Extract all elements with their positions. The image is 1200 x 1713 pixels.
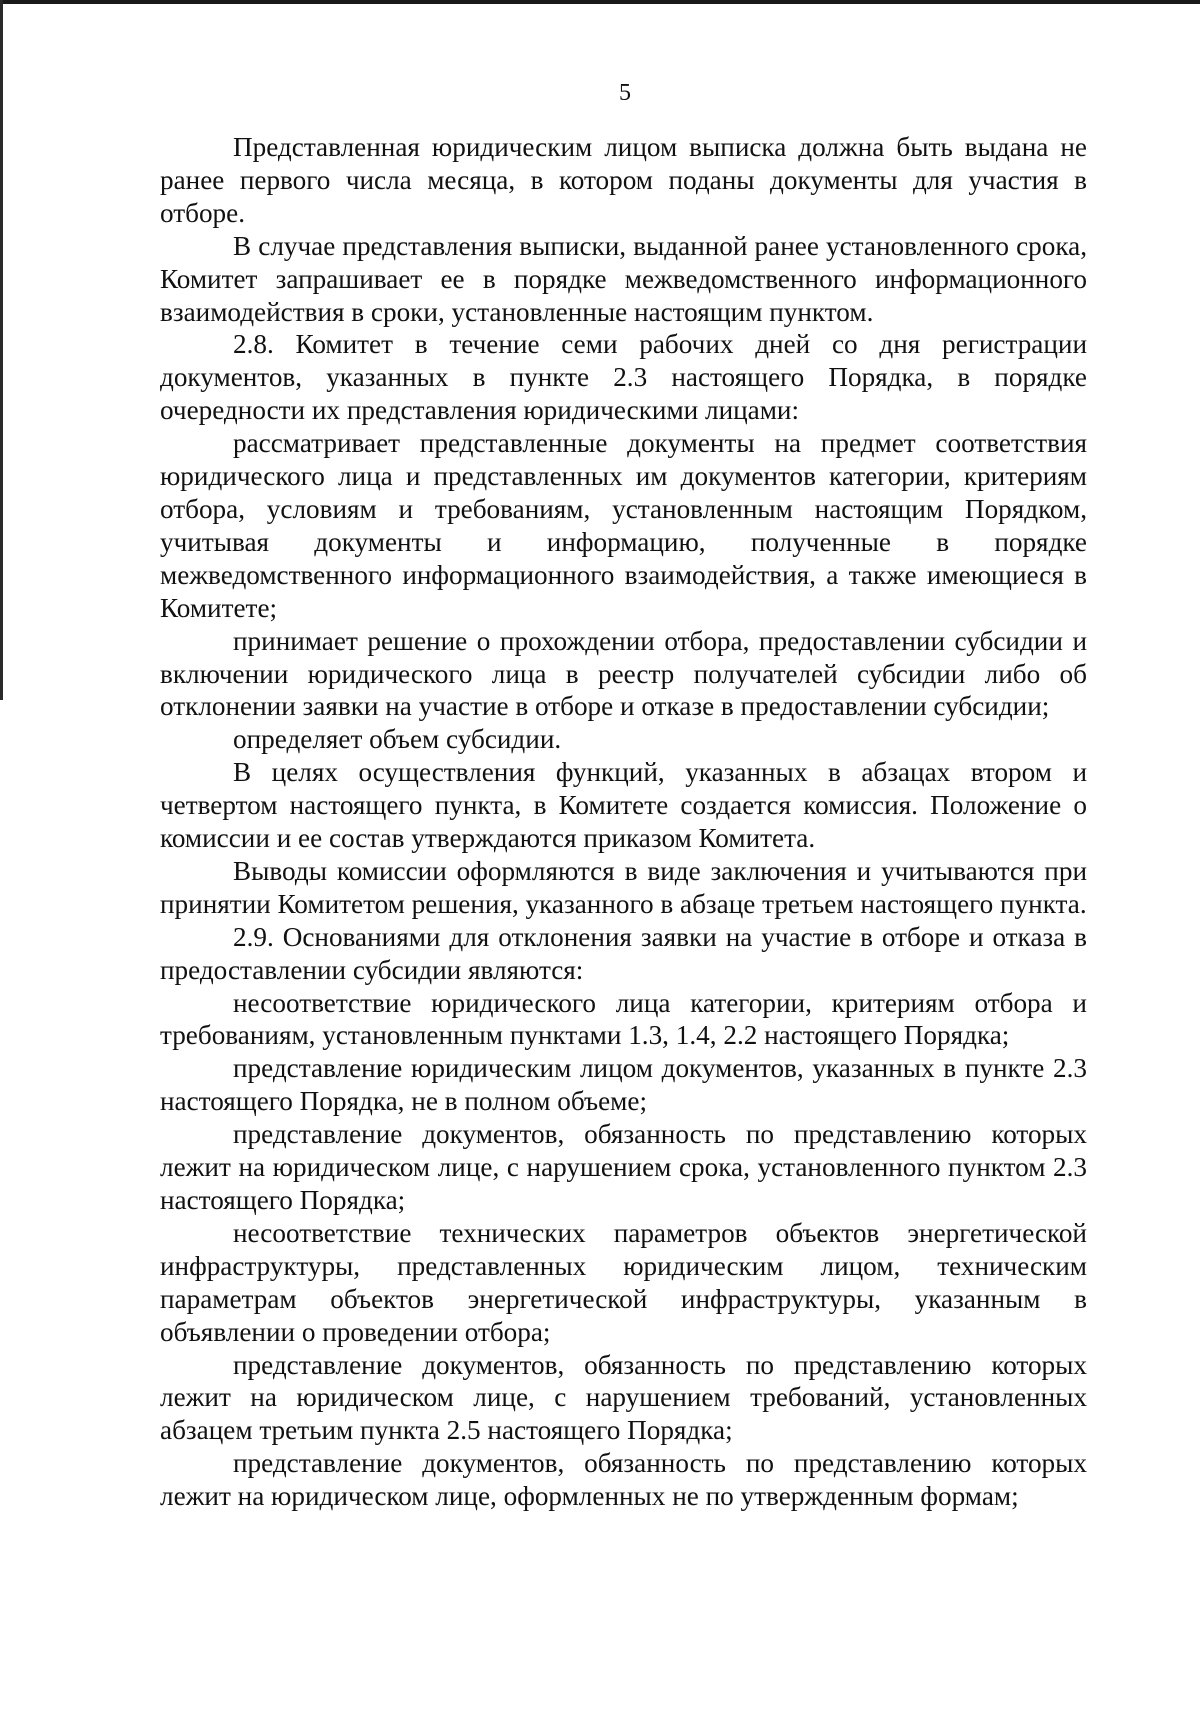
paragraph: несоответствие юридического лица категории, критериям отбора и требованиям, установленным пунктами 1.3, 1.4, 2.2 настоящего Порядка; [160,987,1087,1051]
paragraph: 2.9. Основаниями для отклонения заявки на участие в отборе и отказа в предоставлении субсидии являются: [160,921,1087,985]
paragraph: В целях осуществления функций, указанных в абзацах втором и четвертом настоящего пункта, в Комитете создается комиссия. Положение о комиссии и ее состав утверждаются приказом Комитета. [160,757,1087,854]
paragraph: представление документов, обязанность по представлению которых лежит на юридическом лице, оформленных не по утвержденным формам; [160,1448,1087,1512]
paragraph: представление документов, обязанность по представлению которых лежит на юридическом лице, с нарушением требований, установленных абзацем третьим пункта 2.5 настоящего Порядка; [160,1349,1087,1446]
paragraph: принимает решение о прохождении отбора, предоставлении субсидии и включении юридического лица в реестр получателей субсидии либо об отклонении заявки на участие в отборе и отказе в предоставлении субсидии; [160,625,1087,722]
page-number: 5 [619,80,631,106]
scan-edge-top [0,0,1200,4]
paragraph: 2.8. Комитет в течение семи рабочих дней со дня регистрации документов, указанных в пункте 2.3 настоящего Порядка, в порядке очередности их представления юридическими лицами: [160,329,1087,426]
paragraph: Представленная юридическим лицом выписка должна быть выдана не ранее первого числа месяца, в котором поданы документы для участия в отборе. [160,132,1087,228]
paragraph: представление документов, обязанность по представлению которых лежит на юридическом лице, с нарушением срока, установленного пунктом 2.3 настоящего Порядка; [160,1119,1087,1215]
paragraph: представление юридическим лицом документов, указанных в пункте 2.3 настоящего Порядка, не в полном объеме; [160,1053,1087,1117]
paragraph: несоответствие технических параметров объектов энергетической инфраструктуры, представленных юридическим лицом, техническим параметрам объектов энергетической инфраструктуры, указанным в объявлении о проведении отбора; [160,1217,1087,1347]
paragraph: Выводы комиссии оформляются в виде заключения и учитываются при принятии Комитетом решения, указанного в абзаце третьем настоящего пункта. [160,855,1087,919]
paragraph: рассматривает представленные документы на предмет соответствия юридического лица и представленных им документов категории, критериям отбора, условиям и требованиям, установленным настоящим Порядком, учитывая документы и информацию, полученные в порядке межведомственного информационного взаимодействия, а также имеющиеся в Комитете; [160,428,1087,623]
body-text [160,131,1087,1513]
paragraph: В случае представления выписки, выданной ранее установленного срока, Комитет запрашивает ее в порядке межведомственного информационного взаимодействия в сроки, установленные настоящим пунктом. [160,230,1087,327]
paragraph: определяет объем субсидии. [233,724,562,755]
